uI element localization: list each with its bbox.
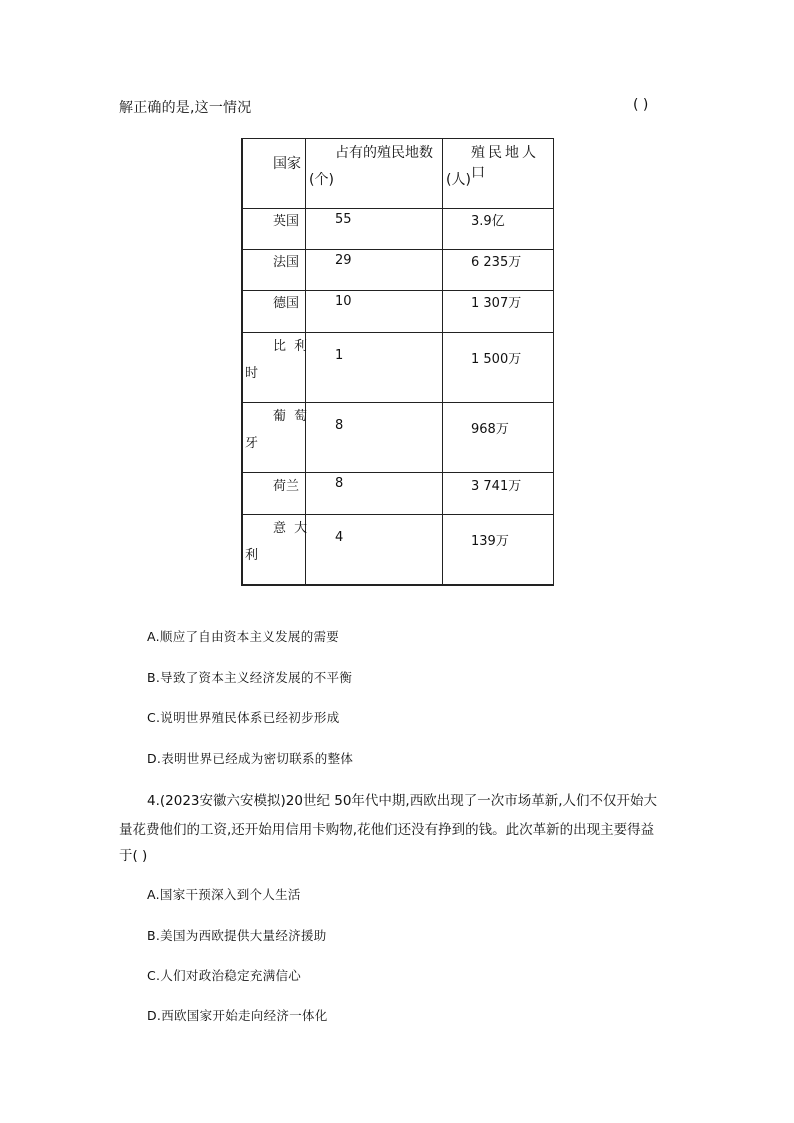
colony-table xyxy=(241,138,554,586)
colonies-cell: 4 xyxy=(335,530,344,545)
option-c: C.说明世界殖民体系已经初步形成 xyxy=(147,710,340,725)
answer-bracket: ( ) xyxy=(633,97,649,113)
country-cell-wrap: 时 xyxy=(245,366,259,381)
population-cell: 3.9亿 xyxy=(471,214,505,229)
option-b: B.导致了资本主义经济发展的不平衡 xyxy=(147,670,353,685)
question-intro: 解正确的是,这一情况 xyxy=(119,100,252,116)
colonies-cell: 29 xyxy=(335,253,352,268)
country-cell: 法国 xyxy=(273,255,300,270)
table-row xyxy=(243,332,553,403)
population-cell: 139万 xyxy=(471,534,509,549)
q4-option-a: A.国家干预深入到个人生活 xyxy=(147,887,301,902)
table-row xyxy=(243,208,553,250)
header-colonies: 占有的殖民地数 xyxy=(335,145,433,161)
country-cell: 意 大 xyxy=(273,521,310,536)
colonies-cell: 10 xyxy=(335,294,352,309)
question-4-line3: 于( ) xyxy=(119,848,148,864)
question-4-line1: 4.(2023安徽六安模拟)20世纪 50年代中期,西欧出现了一次市场革新,人们不仅开始大 xyxy=(147,793,657,809)
colonies-cell: 1 xyxy=(335,348,344,363)
country-cell-wrap: 利 xyxy=(245,548,259,563)
colonies-cell: 8 xyxy=(335,476,344,491)
header-country: 国家 xyxy=(273,156,301,172)
q4-option-d: D.西欧国家开始走向经济一体化 xyxy=(147,1008,328,1023)
table-row xyxy=(243,514,553,584)
population-cell: 968万 xyxy=(471,422,509,437)
population-cell: 3 741万 xyxy=(471,479,522,494)
table-header-row xyxy=(243,139,553,209)
country-cell-wrap: 牙 xyxy=(245,436,259,451)
colonies-cell: 8 xyxy=(335,418,344,433)
option-d: D.表明世界已经成为密切联系的整体 xyxy=(147,751,354,766)
table-row xyxy=(243,402,553,473)
country-cell: 荷兰 xyxy=(273,479,300,494)
header-population-unit: (人) xyxy=(446,172,471,188)
header-colonies-unit: (个) xyxy=(309,172,334,188)
q4-option-c: C.人们对政治稳定充满信心 xyxy=(147,968,302,983)
country-cell: 比 利 xyxy=(273,339,310,354)
table-row xyxy=(243,249,553,291)
q4-option-b: B.美国为西欧提供大量经济援助 xyxy=(147,928,327,943)
country-cell: 德国 xyxy=(273,296,300,311)
population-cell: 6 235万 xyxy=(471,255,522,270)
option-a: A.顺应了自由资本主义发展的需要 xyxy=(147,629,340,644)
country-cell: 葡 萄 xyxy=(273,409,310,424)
population-cell: 1 307万 xyxy=(471,296,522,311)
colonies-cell: 55 xyxy=(335,212,352,227)
population-cell: 1 500万 xyxy=(471,352,522,367)
question-4-line2: 量花费他们的工资,还开始用信用卡购物,花他们还没有挣到的钱。此次革新的出现主要得益 xyxy=(119,822,655,838)
table-row xyxy=(243,290,553,333)
table-row xyxy=(243,472,553,515)
header-population: 殖民地人口 xyxy=(471,145,539,181)
country-cell: 英国 xyxy=(273,214,300,229)
